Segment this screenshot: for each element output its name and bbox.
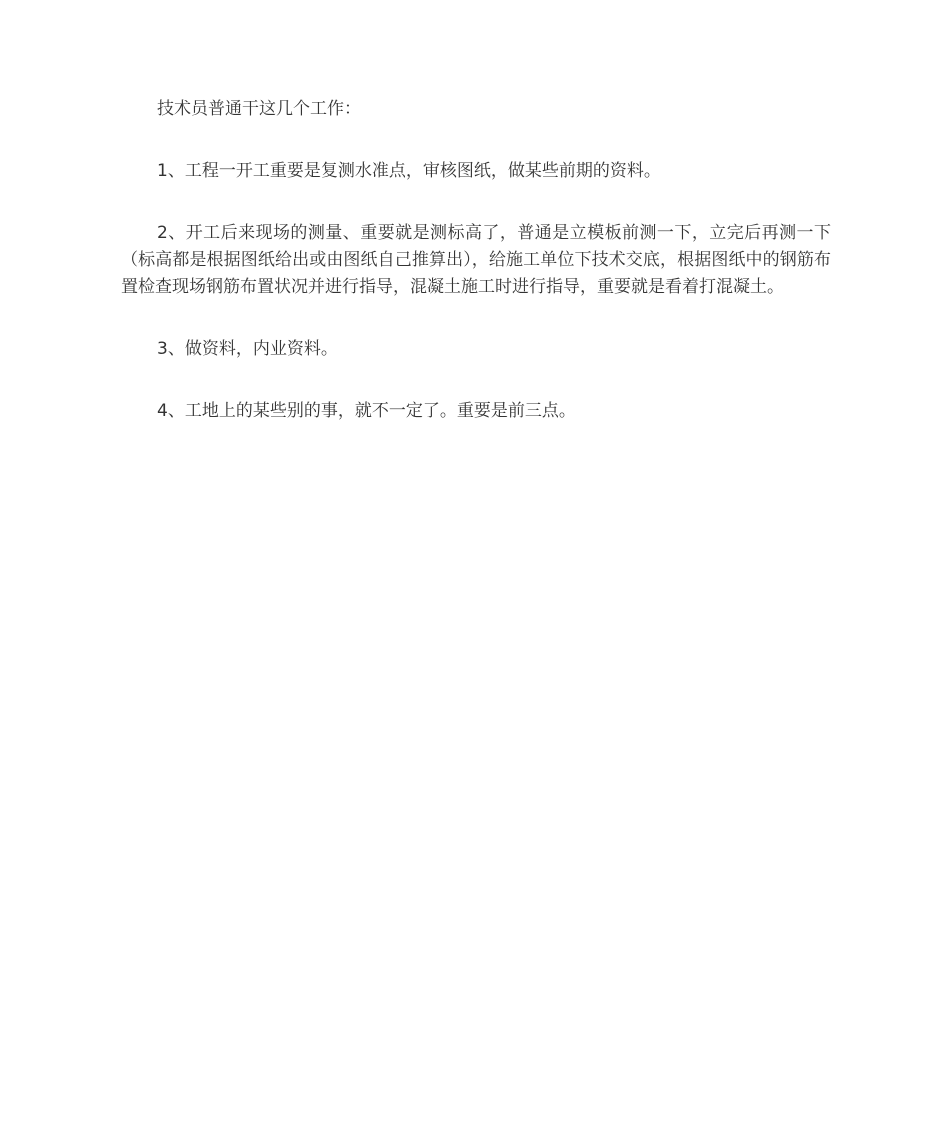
item-3-paragraph: 3、做资料，内业资料。 — [157, 339, 338, 359]
item-1-paragraph: 1、工程一开工重要是复测水准点，审核图纸，做某些前期的资料。 — [157, 161, 661, 181]
document-body — [121, 96, 831, 460]
item-2-paragraph: 2、开工后来现场的测量、重要就是测标高了，普通是立模板前测一下，立完后再测一下（标高都是根据图纸给出或由图纸自己推算出），给施工单位下技术交底，根据图纸中的钢筋布置检查现场钢筋布置状况并进行指导，混凝土施工时进行指导，重要就是看着打混凝土。 — [121, 223, 831, 297]
intro-paragraph: 技术员普通干这几个工作： — [157, 99, 361, 119]
item-4-paragraph: 4、工地上的某些别的事，就不一定了。重要是前三点。 — [157, 401, 576, 421]
